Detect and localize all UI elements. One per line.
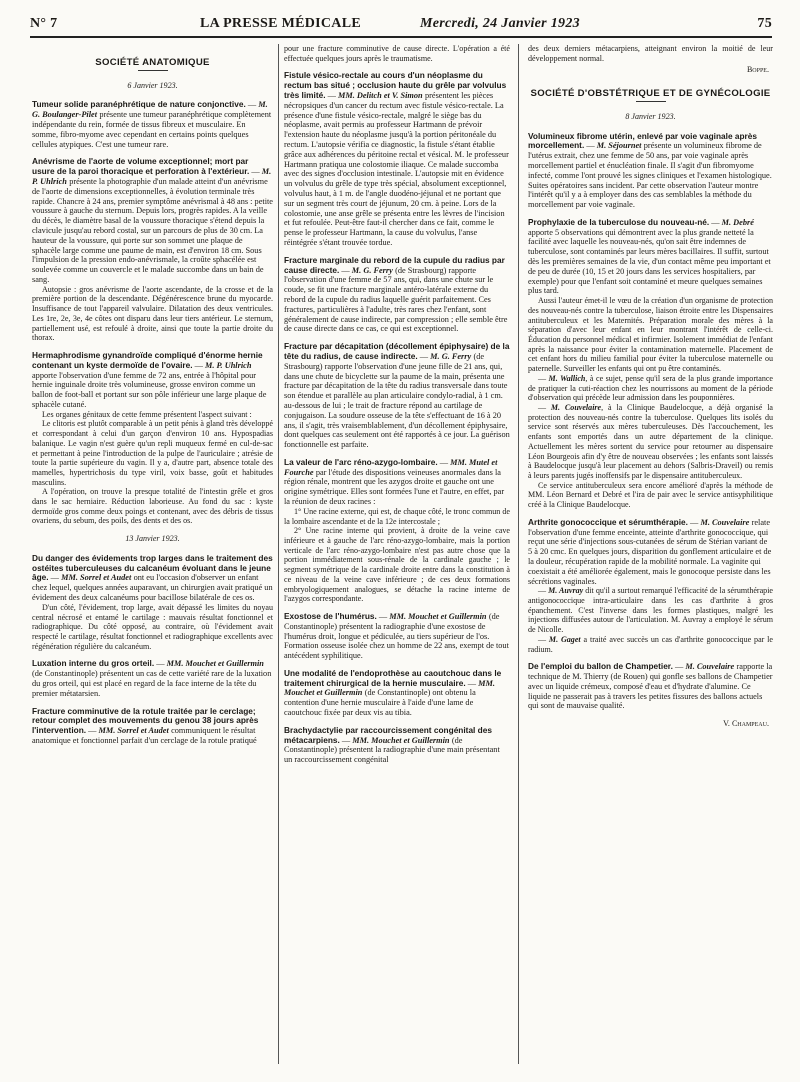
article: Brachydactylie par raccourcissement congénital des métacarpiens. — MM. Mouchet et Guillermin (de Constantinople) présentent la radiographie d'une main présentant un raccourcissement congénital — [284, 724, 500, 765]
article-author: MM. Sorrel et Audet — [61, 573, 132, 583]
section-title: SOCIÉTÉ ANATOMIQUE — [95, 57, 210, 68]
article-text: pour une fracture comminutive de cause directe. L'opération a été effectuée quelques jours après le traumatisme. — [284, 44, 510, 63]
article: Exostose de l'humérus. — MM. Mouchet et Guillermin (de Constantinople) présentent la radiographie d'une exostose de l'humérus droit, longue et pédiculée, au tiers supérieur de l'os. Formation osseuse isolée chez un homme de 22 ans, exempt de tout antécédent syphilitique. — [284, 610, 509, 661]
signature: Boppe. — [746, 65, 769, 75]
article: Prophylaxie de la tuberculose du nouveau-né. — M. Debré apporte 5 observations qui démontrent avec la plus grande netteté la facilité avec laquelle les nouveau-nés, qu'on sait être indemnes de tuberculose, sont contaminés par leurs mères bacillaires. Il suffit, surtout dès les premières semaines de la vie, d'un contact même peu important et de peu de durée (10, 15 et 20 jours dans les services hospitaliers, par exemple) pour que l'enfant soit contaminé et meure quelques semaines plus tard. Aussi l'auteur émet-il le vœu de la création d'un organisme de protection des nouveau-nés contre la tuberculose, liaison étroite entre les Dispensaires antituberculeux et les Maternités. Préparation morale des mères à la séparation d'avec leur enfant en leur montrant l'intérêt de celle-ci. Éducation du personnel médical et infirmier. Isolement immédiat de l'enfant après la naissance pour éviter la contamination maternelle. Placement de cet enfant hors du milieu familial pour éviter la tuberculose maternelle ou paternelle. Surveiller les enfants qui ont pu être contaminés. — M. Wallich, à ce sujet, pense qu'il sera de la plus grande importance de pratiquer la cuti-réaction chez les nourrissons au moment de la période d'observation qui précède leur admission dans les pouponnières. — M. Couvelaire, à la Clinique Baudelocque, a déjà organisé la protection des nouveau-nés contre la tuberculose. Quelques lits isolés du service sont réservés aux mères tuberculeuses. Dès l'accouchement, les enfants sont emportés dans un autre département de la clinique. Actuellement les mères sortent du service pour retourner au dispensaire Léon Bourgeois afin d'y être de nouveau observées ; les enfants sont laissés à Baudelocque jusqu'à leur placement au dehors (Salbris-Draveil) ou remis à leurs parents jugés inoffensifs par le dispensaire antituberculeux. Ce service antituberculeux sera encore amélioré d'après la méthode de MM. Léon Bernard et Debré et l'ira de pair avec le service antisyphilitique créé à la Clinique Baudelocque. — [528, 216, 773, 510]
article-author: MM. Mouchet et Guillermin — [352, 735, 450, 745]
article: Fistule vésico-rectale au cours d'un néoplasme du rectum bas situé ; occlusion haute du grêle par volvulus très limité. — MM. Delitch et V. Simon présentent les pièces nécropsiques d'un cancer du rectum avec fistule vésico-rectale. La présence d'une fistule vésico-rectale, malgré le siège bas du néoplasme, avait permis au professeur Hartmann de prévoir l'extension haute du néoplasme jusqu'à la portion péritonéale du rectum. L'autopsie vérifia ce diagnostic, la fistule s'étant établie grâce aux adhérences du péritoine rectal et vésical. M. le professeur Hartmann pratiqua une colostomie iliaque. Ce malade succomba avec des signes d'occlusion intestinale. L'autopsie mit en évidence un volvulus du grêle de type très spécial, absolument exceptionnel, volvulus haut, à 1 m. de l'angle duodéno-jéjunal et ne portant que sur un segment très court de jéjunum, 20 cm. à peine. Lors de la colostomie, une anse grêle se présenta entre les lèvres de l'incision et fut refoulée. Peut-être faut-il chercher dans ce fait, comme le pense le professeur Hartmann, la cause du volvulus, l'anse réintégrée s'étant trouvée tordue. — [284, 70, 509, 247]
article-continuation — [284, 44, 510, 63]
article: Volumineux fibrome utérin, enlevé par voie vaginale après morcellement. — M. Séjournet présente un volumineux fibrome de l'utérus extrait, chez une femme de 50 ans, par voie vaginale après morcellement partiel et énucléation finale. Il s'agit d'un fibromyome infecté, comme l'ont prouvé les signes cliniques et l'examen histologique. Suites opératoires sans incident. Par cette observation l'auteur montre l'intérêt qu'il y a à employer dans des cas semblables la méthode du morcellement par voie vaginale. — [528, 130, 772, 210]
article: Fracture par décapitation (décollement épiphysaire) de la tête du radius, de cause indirecte. — M. G. Ferry (de Strasbourg) rapporte l'observation d'une jeune fille de 21 ans, qui, dans une chute de bicyclette sur la paume de la main, présenta une fracture par décapitation de la tête du radius transversale dans toute son étendue et parallèle au plan articulaire condylo-radial, à 1 cm. au-dessous de lui ; le trait de fracture répond au cartilage de conjugaison. La soudure osseuse de la tête s'effectuant de 16 à 20 ans, il s'agit, très vraisemblablement, d'un décollement épiphysaire, dont quelques cas seulement ont été rapportés à ce jour. La guérison fonctionnelle est parfaite. — [284, 341, 510, 450]
article-author: MM. Mutel et Fourche — [284, 457, 498, 477]
article-author: MM. Mouchet et Guillermin — [284, 678, 495, 698]
article-paragraph: 2° Une racine interne qui provient, à droite de la veine cave inférieure et à gauche de l'arc réno-azygo-lombaire, mais la portion verticale de l'arc réno-azygo-lombaire n'est pas autre chose que la portion immédiatement sous-rénale de la cardinale gauche ; le segment symétrique de la cardinale droite entre dans la constitution à ce niveau de la veine cave inférieure ; de ces deux formations embryologiquement analogues, se détache la racine interne de l'azygos correspondante. — [284, 526, 510, 604]
article: Du danger des évidements trop larges dans le traitement des ostéites tuberculeuses du calcanéum évoluant dans le jeune âge. — MM. Sorrel et Audet ont eu l'occasion d'observer un enfant chez lequel, quelques années auparavant, un chirurgien avait pratiqué un évidement des deux calcanéums pour bacillose bilatérale de ces os. D'un côté, l'évidement, trop large, avait dépassé les limites du noyau central nécrosé et entamé le cartilage : mauvais résultat fonctionnel et radiographique. Du côté opposé, au contraire, où l'évidement avait respecté le cartilage, résultat fonctionnel et radiographique excellents avec régénération régulière du calcanéum. — [32, 552, 273, 651]
article-text: ont eu l'occasion d'observer un enfant chez lequel, quelques années auparavant, un chirurgien avait pratiqué un évidement des deux calcanéums pour bacillose bilatérale de ces os. — [32, 573, 273, 603]
article-paragraph: Les organes génitaux de cette femme présentent l'aspect suivant : — [42, 409, 252, 419]
article-paragraph: 1° Une racine externe, qui est, de chaque côté, le tronc commun de la lombaire ascendante et de la 12e intercostale ; — [284, 506, 510, 526]
article-title: Fracture par décapitation (décollement épiphysaire) de la tête du radius, de cause indirecte. — [284, 341, 510, 361]
article: Tumeur solide paranéphrétique de nature conjonctive. — M. G. Boulanger-Pilet présente une tumeur paranéphrétique complètement indépendante du rein, formée de tissus fibreux et musculaire. En somme, fibro-myome avec cependant en certains points quelques cellules atypiques. C'est une tumeur rare. — [32, 99, 272, 149]
article-paragraph: Autopsie : gros anévrisme de l'aorte ascendante, de la crosse et de la première portion de la descendante. Dégénérescence brune du myocarde. Insuffisance de tout l'appareil valvulaire. Dilatation des deux ventricules. Les 1re, 2e, 3e, 4e côtes ont disparu dans leur tiers antérieur. Le sternum, partiellement usé, est refoulé à droite, ainsi que toute la partie droite du thorax. — [32, 284, 273, 343]
column-1 — [32, 44, 273, 1064]
article-author: MM. Delitch et V. Simon — [337, 91, 423, 100]
column-3 — [528, 44, 773, 1064]
article-text: par l'étude des dispositions veineuses anormales dans la région rénale, montrent que les azygos droite et gauche ont une origine symétrique. Elles sont formées l'une et l'autre, en effet, par la réunion de deux racines : — [284, 467, 505, 507]
article: Anévrisme de l'aorte de volume exceptionnel; mort par usure de la paroi thoracique et perforation à l'extérieur. — M. P. Uhlrich présente la photographie d'un malade atteint d'un anévrisme de l'aorte de dimensions exceptionnelles, à évolution terminale très rapide. Chancre à 24 ans, premier symptôme anévrismal à 48 ans : petite voussure à gauche du sternum. Depuis lors, progrès rapides. A la veille du décès, le diamètre basal de la voussure thoracique s'étend depuis la clavicule jusqu'au rebord costal, sur un parcours de plus de 30 cm. La hauteur de la voussure, qui porte sur son sommet une plaque de sphacèle large comme une paume de main, est d'environ 18 cm. Sous l'impulsion de la pression endo-anévrismale, la croûte sphacélée est soulevée comme un couvercle et le malade succombe dans un bain de sang. Autopsie : gros anévrisme de l'aorte ascendante, de la crosse et de la première portion de la descendante. Dégénérescence brune du myocarde. Insuffisance de tout l'appareil valvulaire. Dilatation des deux ventricules. Les 1re, 2e, 3e, 4e côtes ont disparu dans leur tiers antérieur. Le sternum, partiellement usé, est refoulé à droite, ainsi que toute la partie droite du thorax. — [32, 156, 273, 343]
article: De l'emploi du ballon de Champetier. — M. Couvelaire rapporte la technique de M. Thierry (de Rouen) qui gonfle ses ballons de Champetier avec un liquide crémeux, composé d'eau et d'hydrate d'alumine. Ce liquide ne passerait pas à travers les petites fissures des ballons actuels qui sont de mauvaise qualité. — [528, 661, 773, 711]
article-text: a traité avec succès un cas d'arthrite gonococcique par le radium. — [528, 634, 773, 654]
article-author: M. Debré — [721, 217, 754, 227]
article-text: dit qu'il a surtout remarqué l'efficacité de la sérumthérapie antigonococcique intra-articulaire dans les cas d'arthrite à gros épanchement. C'est l'inverse dans les formes plastiques, malgré les injections diffusées autour de l'articulation. M. Auvray a employé le sérum de Nicolle. — [528, 586, 773, 635]
article-paragraph: Ce service antituberculeux sera encore amélioré d'après la méthode de MM. Léon Bernard et Debré et l'ira de pair avec le service antisyphilitique créé à la Clinique Baudelocque. — [528, 480, 773, 510]
column-divider — [278, 44, 279, 1064]
article-text: présente une tumeur paranéphrétique complètement indépendante du rein, formée de tissus fibreux et musculaire. En somme, fibro-myome avec cependant en certains points quelques cellules atypiques. C'est une tumeur rare. — [32, 110, 272, 149]
column-divider — [518, 44, 519, 1064]
article-text: (de Constantinople) présentent un cas de cette variété rare de la luxation du gros orteil, qui est placé en regard de la face interne de la tête du premier métatarsien. — [32, 669, 272, 698]
article-title: Brachydactylie par raccourcissement congénital des métacarpiens. — [284, 724, 492, 745]
article-text: présente la photographie d'un malade atteint d'un anévrisme de l'aorte de dimensions exceptionnelles, à évolution terminale très rapide. Chancre à 24 ans, premier symptôme anévrismal à 48 ans : petite voussure à gauche du sternum. Depuis lors, progrès rapides. A la veille du décès, le diamètre basal de la voussure thoracique s'étend depuis la clavicule jusqu'au rebord costal, sur un parcours de plus de 30 cm. La hauteur de la voussure, qui porte sur son sommet une plaque de sphacèle large comme une paume de main, est d'environ 18 cm. Sous l'impulsion de la pression endo-anévrismale, la croûte sphacélée est soulevée comme un couvercle et le malade succombe dans un bain de sang. — [32, 176, 273, 284]
article-paragraph: A l'opération, on trouve la presque totalité de l'intestin grêle et gros dans le sac herniaire. Réduction laborieuse. Au fond du sac : kyste dermoïde gros comme deux poings et contenant, avec des débris de tissus ovariens, du sebum, des poils, des dents et des os. — [32, 487, 273, 526]
section-rule — [636, 101, 666, 102]
article-paragraph: — M. Couvelaire, à la Clinique Baudelocque, a déjà organisé la protection des nouveau-nés contre la tuberculose. Quelques lits isolés du service sont réservés aux mères tuberculeuses. Dès l'accouchement, les enfants sont emportés dans un autre département de la clinique. Actuellement les mères sortent du service pour retourner au dispensaire Léon Bourgeois afin d'y être de nouveau observées ; les enfants sont laissés à Baudelocque jusqu'à leur placement au dehors (Salbris-Draveil) ou remis à leurs parents jugés inoffensifs par le dispensaire antituberculeux. — [528, 403, 773, 480]
signature: V. Champeau. — [723, 719, 769, 729]
article-text: (de Strasbourg) rapporte l'observation d'une jeune fille de 21 ans, qui, dans une chute de bicyclette sur la paume de la main, présenta une fracture par décapitation de la tête du radius transversale dans toute son étendue et parallèle au plan articulaire condylo-radial, à 1 cm. au-dessous de lui ; le trait de fracture répond au cartilage de conjugaison. La soudure osseuse de la tête s'effectuant de 16 à 20 ans, il s'agit, très vraisemblablement, d'un décollement épiphysaire, dont quelques cas seulement ont été rapportés à ce jour. La guérison fonctionnelle est parfaite. — [284, 351, 510, 450]
article-paragraph: — M. Wallich, à ce sujet, pense qu'il sera de la plus grande importance de pratiquer la cuti-réaction chez les nourrissons au moment de la période d'observation qui précède leur admission dans les pouponnières. — [528, 373, 773, 403]
article-author: MM. Mouchet et Guillermin — [389, 611, 487, 621]
article-author: M. Séjournet — [596, 141, 642, 151]
article-text: rapporte la technique de M. Thierry (de Rouen) qui gonfle ses ballons de Champetier avec un liquide crémeux, composé d'eau et d'hydrate d'alumine. Ce liquide ne passerait pas à travers les petites fissures des ballons actuels qui sont de mauvaise qualité. — [528, 662, 773, 711]
article-text: à la Clinique Baudelocque, a déjà organisé la protection des nouveau-nés contre la tuberculose. Quelques lits isolés du service sont réservés aux mères tuberculeuses. Dès l'accouchement, les enfants sont emportés dans un autre département de la clinique. Actuellement les mères sortent du service pour retourner au dispensaire Léon Bourgeois afin d'y être de nouveau observées ; les enfants sont laissés à Baudelocque jusqu'à leur placement au dehors (Salbris-Draveil) ou remis à leurs parents jugés inoffensifs par le dispensaire antituberculeux. — [528, 403, 773, 480]
article-title: Tumeur solide paranéphrétique de nature conjonctive. — [32, 99, 246, 110]
article-author: MM. Sorrel et Audet — [98, 726, 169, 736]
article: Arthrite gonococcique et sérumthérapie. — M. Couvelaire relate l'observation d'une femme enceinte, atteinte d'arthrite gonococcique, qui reçut une série d'injections sous-cutanées de sérum de Stérian variant de 5 à 20 cmc. En quelques jours, disparition du gonflement articulaire et de la douleur, récupération rapide de la mobilité normale. La vaginite qui coexistait a été améliorée également, mais le gonocoque persiste dans les sécrétions vaginales. — M. Auvray dit qu'il a surtout remarqué l'efficacité de la sérumthérapie antigonococcique intra-articulaire dans les cas d'arthrite à gros épanchement. C'est l'inverse dans les formes plastiques, malgré les injections diffusées autour de l'articulation. M. Auvray a employé le sérum de Nicolle. — M. Gaget a traité avec succès un cas d'arthrite gonococcique par le radium. — [528, 516, 773, 654]
article-text: (de Constantinople) ont obtenu la contention d'une hernie musculaire à l'aide d'une lame de caoutchouc fixée par deux vis au tibia. — [284, 688, 476, 718]
article-author: M. Gaget — [548, 634, 581, 644]
article-title: Volumineux fibrome utérin, enlevé par voie vaginale après morcellement. — [528, 130, 758, 151]
article-text: (de Constantinople) présentent la radiographie d'une main présentant un raccourcissement congénital — [284, 735, 500, 765]
article-text: relate l'observation d'une femme enceinte, atteinte d'arthrite gonococcique, qui reçut une série d'injections sous-cutanées de sérum de Stérian variant de 5 à 20 cmc. En quelques jours, disparition du gonflement articulaire et de la douleur, récupération rapide de la mobilité normale. La vaginite qui coexistait a été améliorée également, mais le gonocoque persiste dans les sécrétions vaginales. — [528, 517, 772, 586]
article-paragraph: — M. Gaget a traité avec succès un cas d'arthrite gonococcique par le radium. — [528, 634, 773, 654]
article-author: M. Couvelaire — [550, 403, 602, 412]
article-title: Luxation interne du gros orteil. — [32, 658, 155, 669]
article-title: De l'emploi du ballon de Champetier. — [528, 661, 673, 672]
article-author: M. Couvelaire — [700, 517, 750, 527]
section-title: SOCIÉTÉ D'OBSTÉTRIQUE ET DE GYNÉCOLOGIE — [530, 88, 771, 100]
column-2 — [284, 44, 510, 1064]
article-author: MM. Mouchet et Guillermin — [166, 659, 264, 669]
article-text: présente un volumineux fibrome de l'utérus extrait, chez une femme de 50 ans, par voie vaginale après morcellement partiel et énucléation finale. Il s'agit d'un fibromyome infecté, comme l'ont prouvé les signes cliniques et l'examen histologique. Suites opératoires sans incident. Par cette observation l'auteur montre l'intérêt qu'il y a à employer dans des cas semblables la méthode du morcellement par voie vaginale. — [528, 141, 772, 210]
article-author: M. P. Uhlrich — [32, 167, 272, 186]
issue-date: Mercredi, 24 Janvier 1923 — [420, 16, 580, 31]
section-rule — [138, 70, 168, 71]
session-date: 6 Janvier 1923. — [127, 80, 178, 90]
article-text: (de Constantinople) présentent la radiographie d'une exostose de l'humérus droit, longue et pédiculée, au tiers supérieur de l'os. Formation osseuse isolée chez un homme de 22 ans, exempt de tout antécédent syphilitique. — [284, 611, 509, 661]
article-author: M. Couvelaire — [685, 662, 735, 672]
article-title: Hermaphrodisme gynandroïde compliqué d'énorme hernie contenant un kyste dermoïde de l'ovaire. — [32, 349, 263, 370]
article-paragraph: Aussi l'auteur émet-il le vœu de la création d'un organisme de protection des nouveau-nés contre la tuberculose, liaison étroite entre les Dispensaires antituberculeux et les Maternités. Préparation morale des mères à la séparation d'avec leur enfant en leur montrant l'intérêt de celle-ci. Éducation du personnel médical et infirmier. Isolement immédiat de l'enfant après la naissance pour éviter la contamination maternelle. Placement de cet enfant hors du milieu familial pour éviter la tuberculose maternelle ou paternelle. Surveiller les enfants qui ont pu être contaminés. — [528, 296, 773, 374]
article-author: M. P. Uhlrich — [205, 360, 252, 370]
article-title: La valeur de l'arc réno-azygo-lombaire. — [284, 456, 438, 467]
article-title: Anévrisme de l'aorte de volume exceptionnel; mort par usure de la paroi thoracique et perforation à l'extérieur. — [32, 156, 250, 177]
article: Fracture comminutive de la rotule traitée par le cerclage; retour complet des mouvements du genou 38 jours après l'intervention. — MM. Sorrel et Audet communiquent le résultat anatomique et fonctionnel parfait d'un cerclage de la rotule pratiqué — [32, 705, 259, 745]
article: Fracture marginale du rebord de la cupule du radius par cause directe. — M. G. Ferry (de Strasbourg) rapporte l'observation d'une femme de 57 ans, qui, dans une chute sur le coude, se fit une fracture marginale antéro-latérale externe du rebord de la cupule du radius laquelle guérit parfaitement. Ces fractures, particulières à l'adulte, très rares chez l'enfant, sont généralement de cause indirecte, par compression ; elle semble être de cause directe dans ce cas, ce qui est exceptionnel. — [284, 254, 508, 334]
article-title: Prophylaxie de la tuberculose du nouveau-né. — [528, 216, 710, 227]
page-number: 75 — [757, 16, 772, 31]
article: Luxation interne du gros orteil. — MM. Mouchet et Guillermin (de Constantinople) présentent un cas de cette variété rare de la luxation du gros orteil, qui est placé en regard de la face interne de la tête du premier métatarsien. — [32, 658, 272, 698]
session-date: 8 Janvier 1923. — [625, 111, 676, 121]
article-text: (de Strasbourg) rapporte l'observation d'une femme de 57 ans, qui, dans une chute sur le coude, se fit une fracture marginale antéro-latérale externe du rebord de la cupule du radius laquelle guérit parfaitement. Ces fractures, particulières à l'adulte, très rares chez l'enfant, sont généralement de cause indirecte, par compression ; elle semble être de cause directe dans ce cas, ce qui est exceptionnel. — [284, 265, 508, 334]
article-paragraph: D'un côté, l'évidement, trop large, avait dépassé les limites du noyau central nécrosé et entamé le cartilage : mauvais résultat fonctionnel et radiographique. Du côté opposé, au contraire, où l'évidement avait respecté le cartilage, résultat fonctionnel et radiographique excellents avec régénération régulière du calcanéum. — [32, 602, 273, 651]
article-author: M. G. Boulanger-Pilet — [32, 100, 268, 120]
page-header — [30, 16, 772, 38]
article-title: Fistule vésico-rectale au cours d'un néoplasme du rectum bas situé ; occlusion haute du grêle par volvulus très limité. — [284, 70, 507, 100]
article-title: Fracture comminutive de la rotule traitée par le cerclage; retour complet des mouvements du genou 38 jours après l'intervention. — [32, 705, 259, 736]
article-paragraph: Le clitoris est plutôt comparable à un petit pénis à gland très développé et correspondant à celui d'un garçon d'environ 10 ans. Hypospadias balanique. Le vagin n'est guère qu'un repli muqueux fermé en cul-de-sac et permettant à peine l'introduction de la pulpe de l'auriculaire ; atrésie de toute la partie supérieure du vagin. Il y a, d'autre part, absence totale des mamelles, hypertrichosis du type viril, voix basse, goût et habitudes masculins. — [32, 419, 273, 487]
article-title: Exostose de l'humérus. — [284, 610, 377, 621]
article-text: à ce sujet, pense qu'il sera de la plus grande importance de pratiquer la cuti-réaction chez les nourrissons au moment de la période d'observation qui précède leur admission dans les pouponnières. — [528, 373, 773, 403]
article-title: Une modalité de l'endoprothèse au caoutchouc dans le traitement chirurgical de la hernie musculaire. — [284, 667, 502, 688]
journal-title: LA PRESSE MÉDICALE — [200, 16, 361, 31]
article-text: présentent les pièces nécropsiques d'un cancer du rectum avec fistule vésico-rectale. La présence d'une fistule vésico-rectale, malgré le siège bas du néoplasme, avait permis au professeur Hartmann de prévoir l'extension haute du néoplasme jusqu'à la portion péritonéale du rectum. L'autopsie vérifia ce diagnostic, la fistule s'étant établie grâce aux adhérences du péritoine rectal et vésical. M. le professeur Hartmann pratiqua une colostomie iliaque. Ce malade succomba avec des signes d'occlusion intestinale. L'autopsie mit en évidence un volvulus du grêle de type très spécial, absolument exceptionnel, volvulus haut, à 1 m. de l'angle duodéno-jéjunal et ne portant que sur un segment très court de jéjunum, 20 cm. à peine. Lors de la colostomie, une anse grêle se présenta entre les lèvres de l'incision et fut refoulée. Peut-être faut-il chercher dans ce fait, comme le pense le professeur Hartmann, la cause du volvulus, l'anse réintégrée s'étant trouvée tordue. — [284, 91, 509, 247]
article-author: M. G. Ferry — [351, 265, 393, 275]
article-author: M. G. Ferry — [430, 351, 472, 361]
article-text: apporte 5 observations qui démontrent avec la plus grande netteté la facilité avec laquelle les nouveau-nés, qu'on sait être indemnes de tuberculose, sont contaminés par leurs mères bacillaires. Il suffit, surtout dès les premières semaines de la vie, d'un contact même peu important et de peu de durée (10, 15 et 20 jours dans les services hospitaliers, par exemple) pour que l'enfant soit contaminé et meure quelques semaines plus tard. — [528, 227, 771, 296]
article-title: Fracture marginale du rebord de la cupule du radius par cause directe. — [284, 254, 505, 275]
article-continuation: des deux derniers métacarpiens, atteignant environ la moitié de leur développement normal. — [528, 44, 773, 63]
article-title: Du danger des évidements trop larges dans le traitement des ostéites tuberculeuses du calcanéum évoluant dans le jeune âge. — [32, 552, 273, 583]
issue-number: N° 7 — [30, 16, 58, 31]
article: Une modalité de l'endoprothèse au caoutchouc dans le traitement chirurgical de la hernie musculaire. — MM. Mouchet et Guillermin (de Constantinople) ont obtenu la contention d'une hernie musculaire à l'aide d'une lame de caoutchouc fixée par deux vis au tibia. — [284, 667, 502, 718]
article-paragraph: — M. Auvray dit qu'il a surtout remarqué l'efficacité de la sérumthérapie antigonococcique intra-articulaire dans les cas d'arthrite à gros épanchement. C'est l'inverse dans les formes plastiques, malgré les injections diffusées autour de l'articulation. M. Auvray a employé le sérum de Nicolle. — [528, 586, 773, 635]
article: Hermaphrodisme gynandroïde compliqué d'énorme hernie contenant un kyste dermoïde de l'ovaire. — M. P. Uhlrich apporte l'observation d'une femme de 72 ans, entrée à l'hôpital pour hernie inguinale droite très volumineuse, grosse environ comme un ballon de foot-ball et portant sur son pôle inférieur une large plaque de sphacèle cutané. Les organes génitaux de cette femme présentent l'aspect suivant : Le clitoris est plutôt comparable à un petit pénis à gland très développé et correspondant à celui d'un garçon d'environ 10 ans. Hypospadias balanique. Le vagin n'est guère qu'un repli muqueux fermé en cul-de-sac et permettant à peine l'introduction de la pulpe de l'auriculaire ; atrésie de toute la partie supérieure du vagin. Il y a, d'autre part, absence totale des mamelles, hypertrichosis du type viril, voix basse, goût et habitudes masculins. A l'opération, on trouve la presque totalité de l'intestin grêle et gros dans le sac herniaire. Réduction laborieuse. Au fond du sac : kyste dermoïde gros comme deux poings et contenant, avec des débris de tissus ovariens, du sebum, des poils, des dents et des os. — [32, 349, 273, 526]
article-title: Arthrite gonococcique et sérumthérapie. — [528, 516, 688, 527]
header-rule — [30, 36, 772, 38]
article-text: apporte l'observation d'une femme de 72 ans, entrée à l'hôpital pour hernie inguinale droite très volumineuse, grosse environ comme un ballon de foot-ball et portant sur son pôle inférieur une large plaque de sphacèle cutané. — [32, 370, 267, 409]
article: La valeur de l'arc réno-azygo-lombaire. — MM. Mutel et Fourche par l'étude des dispositions veineuses anormales dans la région rénale, montrent que les azygos droite et gauche ont une origine symétrique. Elles sont formées l'une et l'autre, en effet, par la réunion de deux racines : 1° Une racine externe, qui est, de chaque côté, le tronc commun de la lombaire ascendante et de la 12e intercostale ; 2° Une racine interne qui provient, à droite de la veine cave inférieure et à gauche de l'arc réno-azygo-lombaire, mais la portion verticale de l'arc réno-azygo-lombaire n'est pas autre chose que la portion immédiatement sous-rénale de la cardinale gauche ; le segment symétrique de la cardinale droite entre dans la constitution à ce niveau de la veine cave inférieure ; de ces deux formations embryologiquement analogues, se détache la racine interne de l'azygos correspondante. — [284, 456, 510, 604]
article-text: communiquent le résultat anatomique et fonctionnel parfait d'un cerclage de la rotule pratiqué — [32, 726, 257, 745]
article-author: M. Wallich — [548, 373, 586, 383]
session-date: 13 Janvier 1923. — [125, 534, 180, 544]
article-author: M. Auvray — [548, 586, 584, 596]
